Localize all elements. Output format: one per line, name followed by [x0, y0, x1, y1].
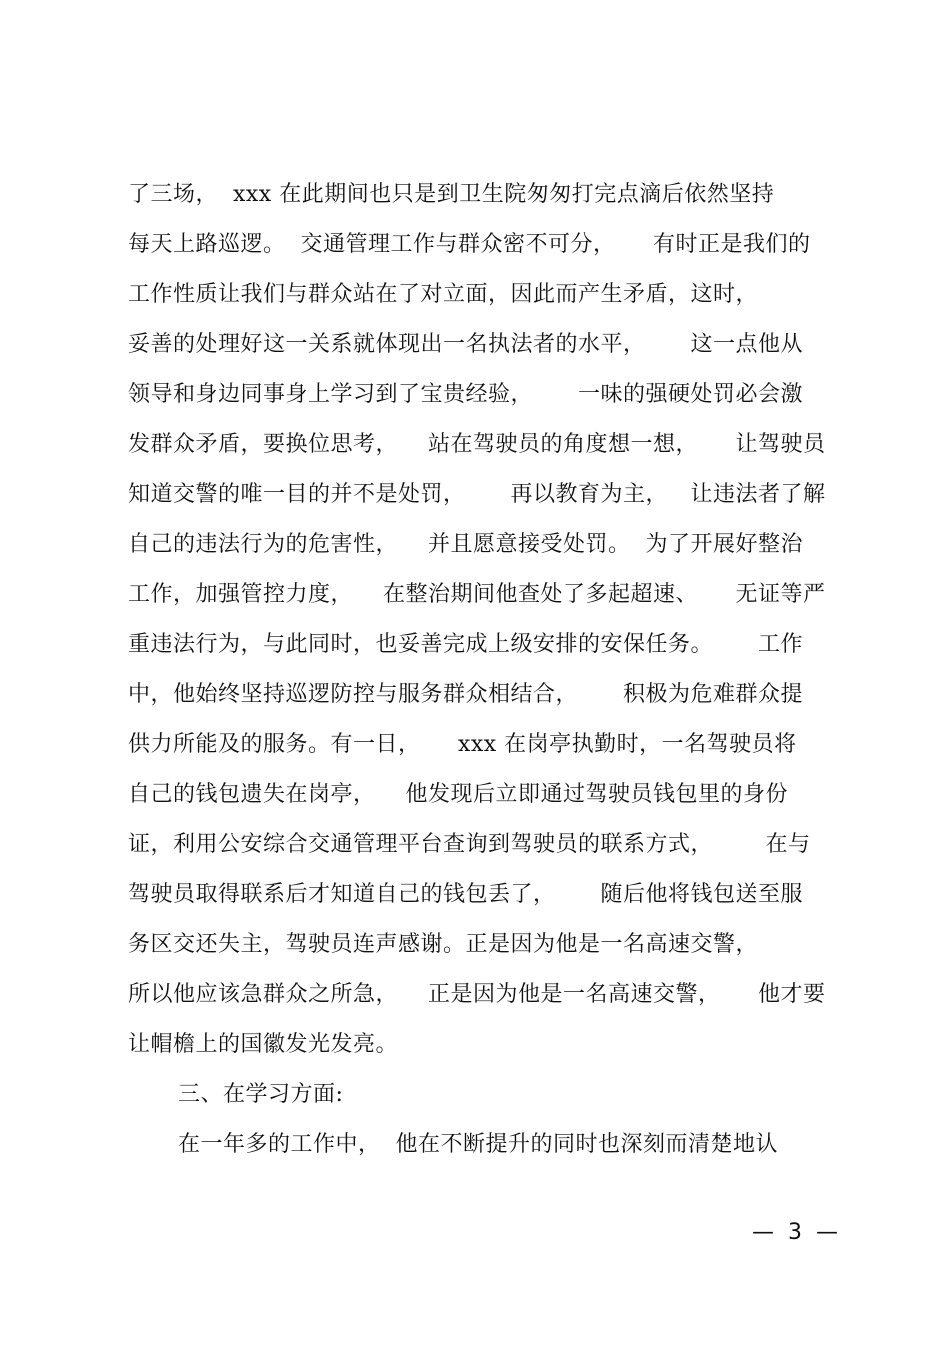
text-line: 自己的钱包遗失在岗亭， 他发现后立即通过驾驶员钱包里的身份 [128, 782, 788, 807]
text-line: 在一年多的工作中， 他在不断提升的同时也深刻而清楚地认 [178, 1132, 778, 1157]
text-line: 重违法行为，与此同时，也妥善完成上级安排的安保任务。 工作 [128, 632, 803, 657]
body-text [128, 175, 828, 1175]
text-line: 证，利用公安综合交通管理平台查询到驾驶员的联系方式， 在与 [128, 832, 811, 857]
text-line: 驾驶员取得联系后才知道自己的钱包丢了， 随后他将钱包送至服 [128, 882, 803, 907]
text-line: 所以他应该急群众之所急， 正是因为他是一名高速交警， 他才要 [128, 982, 826, 1007]
text-line: 让帽檐上的国徽发光发亮。 [128, 1032, 399, 1057]
text-line: 知道交警的唯一目的并不是处罚， 再以教育为主， 让违法者了解 [128, 482, 826, 507]
section-heading: 三、在学习方面: [178, 1082, 344, 1107]
text-line: 每天上路巡逻。 交通管理工作与群众密不可分， 有时正是我们的 [128, 232, 811, 257]
text-line: 供力所能及的服务。有一日， xxx 在岗亭执勤时，一名驾驶员将 [128, 732, 797, 757]
text-line: 领导和身边同事身上学习到了宝贵经验， 一味的强硬处罚必会激 [128, 382, 803, 407]
text-line: 妥善的处理好这一关系就体现出一名执法者的水平， 这一点他从 [128, 332, 803, 357]
text-line: 发群众矛盾，要换位思考， 站在驾驶员的角度想一想， 让驾驶员 [128, 432, 826, 457]
page-number: — 3 — [752, 1220, 838, 1245]
text-line: 务区交还失主，驾驶员连声感谢。正是因为他是一名高速交警， [128, 932, 759, 957]
text-line: 了三场， xxx 在此期间也只是到卫生院匆匆打完点滴后依然坚持 [128, 182, 775, 207]
text-line: 工作，加强管控力度， 在整治期间他查处了多起超速、 无证等严 [128, 582, 826, 607]
text-line: 工作性质让我们与群众站在了对立面，因此而产生矛盾，这时， [128, 282, 759, 307]
text-line: 自己的违法行为的危害性， 并且愿意接受处罚。 为了开展好整治 [128, 532, 803, 557]
text-line: 中，他始终坚持巡逻防控与服务群众相结合， 积极为危难群众提 [128, 682, 803, 707]
